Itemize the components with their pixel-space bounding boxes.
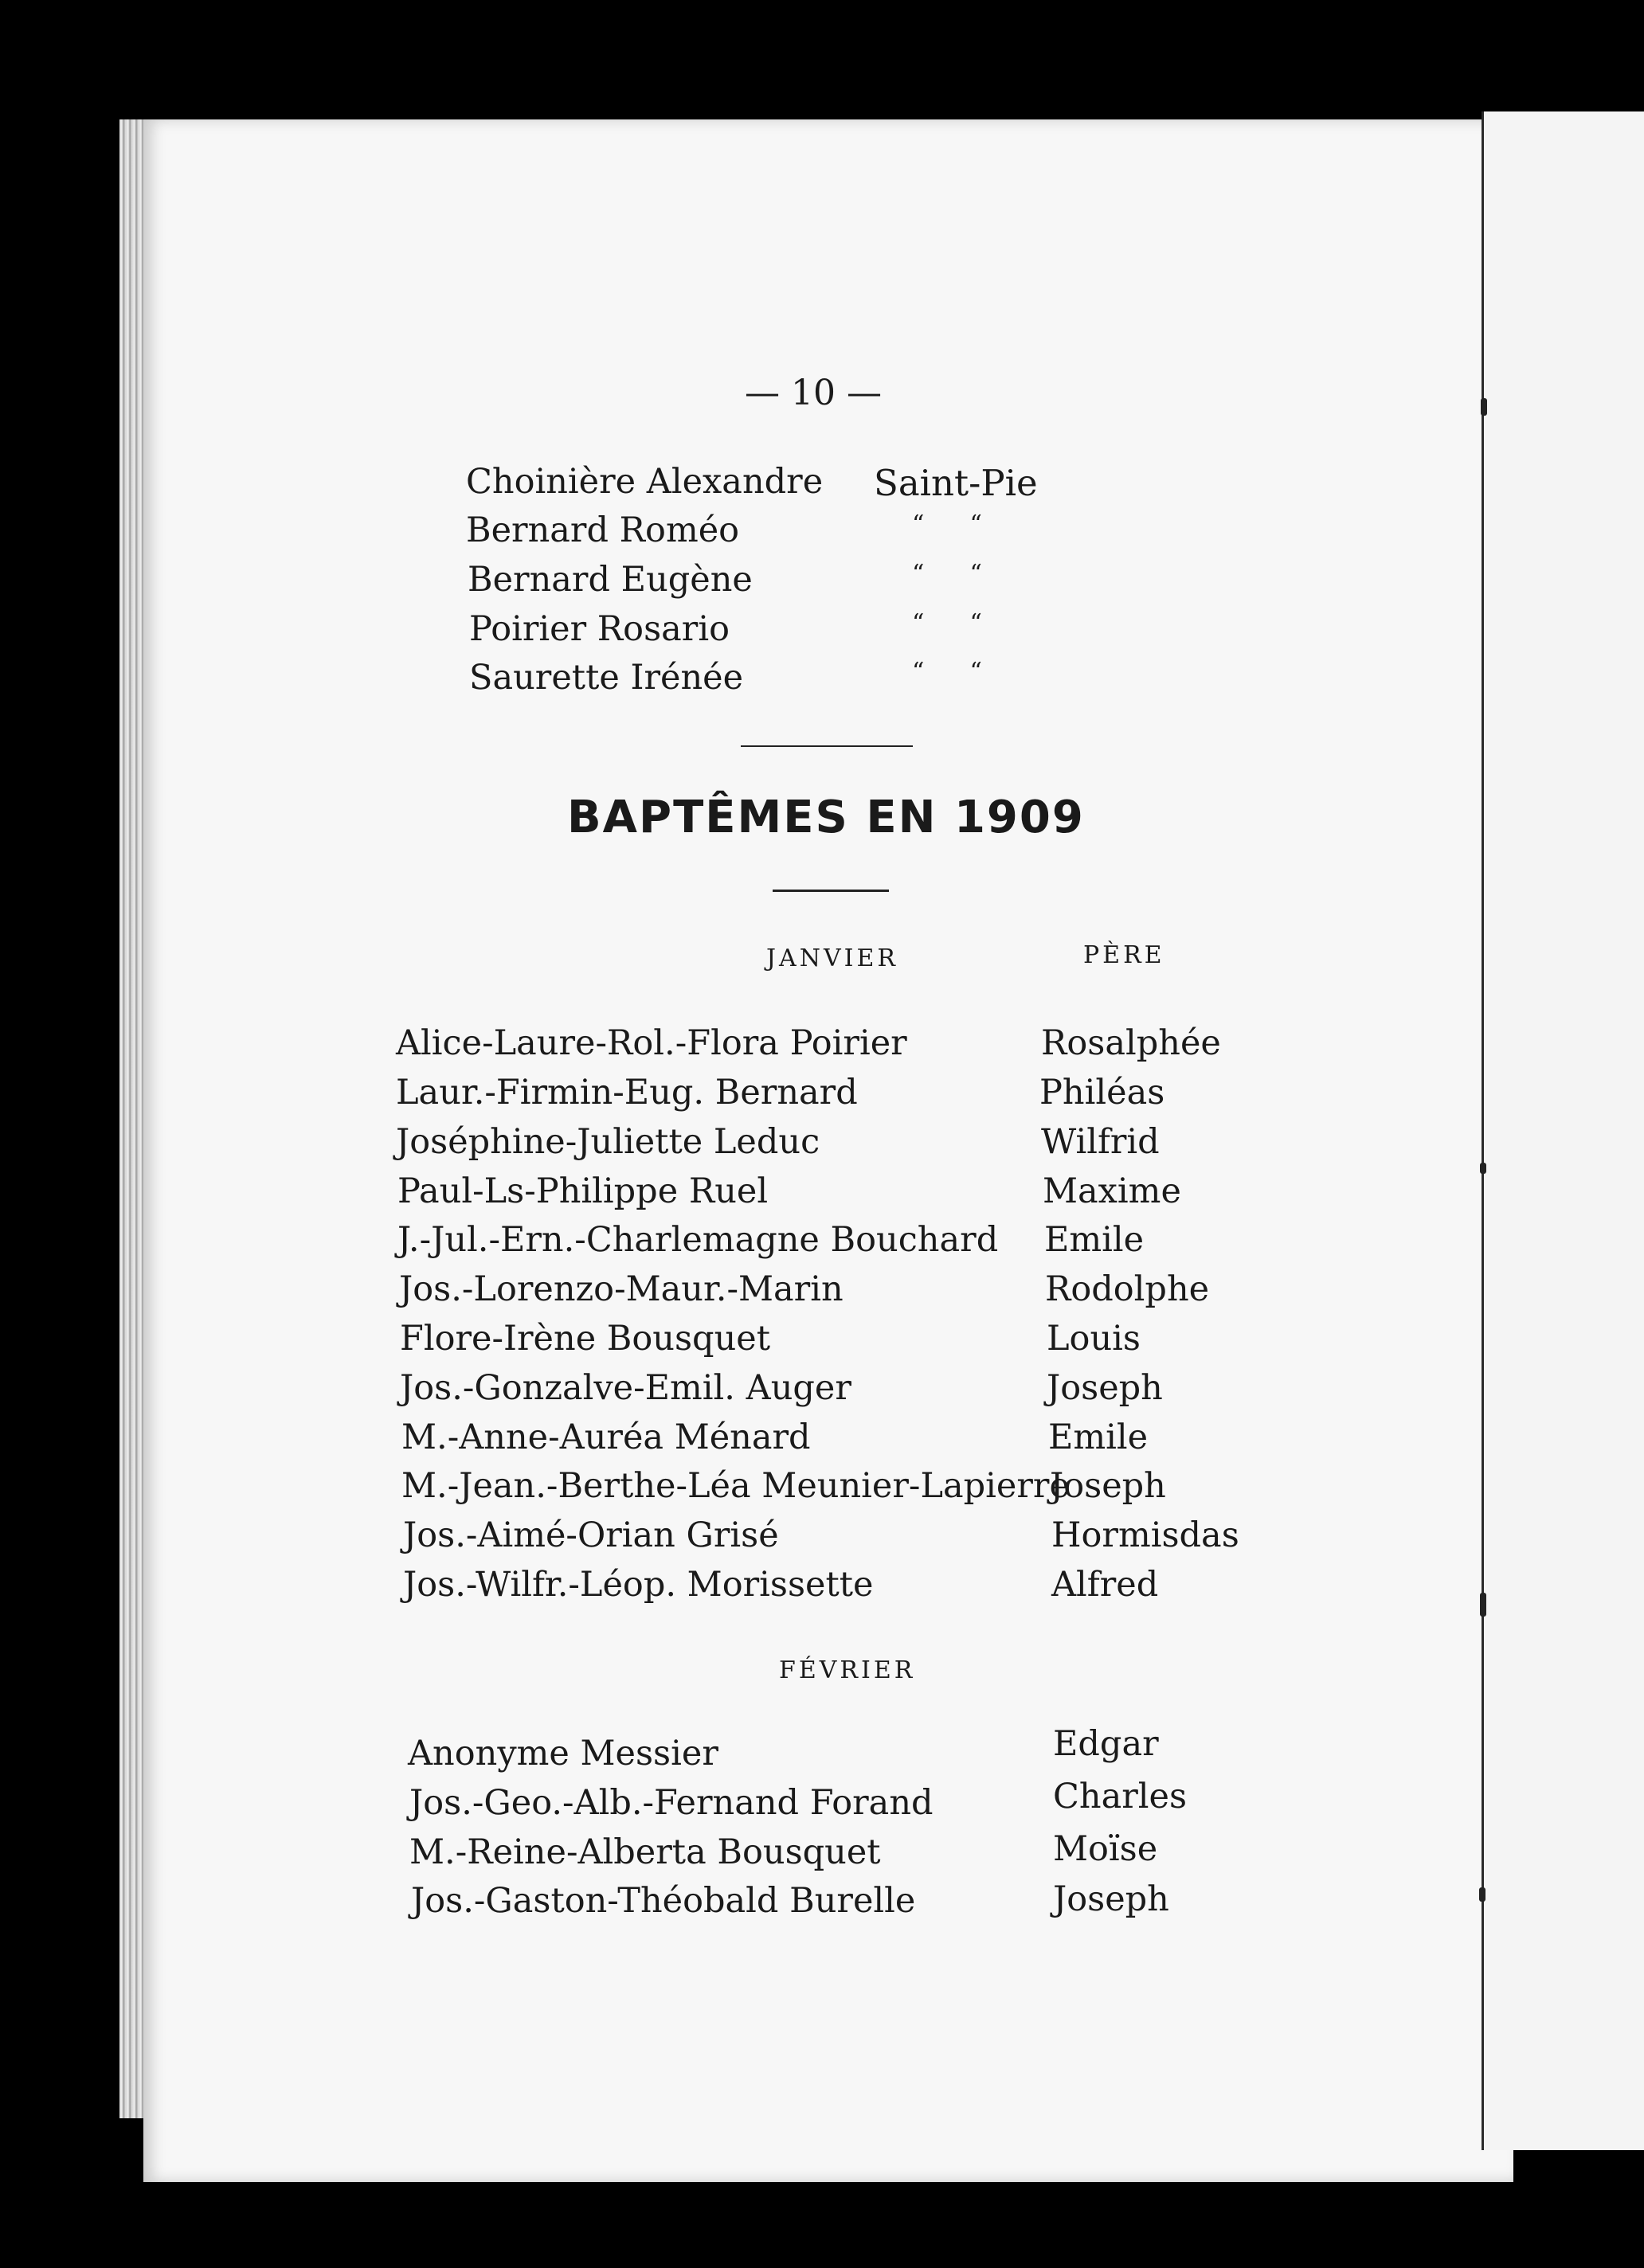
ditto-mark: “ “: [912, 658, 982, 686]
month-heading: FÉVRIER: [779, 1656, 916, 1684]
divider-rule: [773, 890, 889, 892]
divider-rule: [741, 745, 913, 747]
adjacent-page: [1482, 111, 1644, 2150]
section-title: BAPTÊMES EN 1909: [567, 792, 1085, 843]
ditto-mark: “ “: [912, 510, 982, 538]
book-page: [143, 119, 1513, 2182]
ditto-mark: “ “: [912, 560, 982, 588]
page-number: — 10 —: [745, 373, 882, 413]
month-heading: JANVIER: [766, 944, 898, 972]
parish-header: Saint-Pie: [874, 462, 1038, 504]
ditto-mark: “ “: [912, 609, 982, 637]
father-column-header: PÈRE: [1083, 941, 1165, 969]
